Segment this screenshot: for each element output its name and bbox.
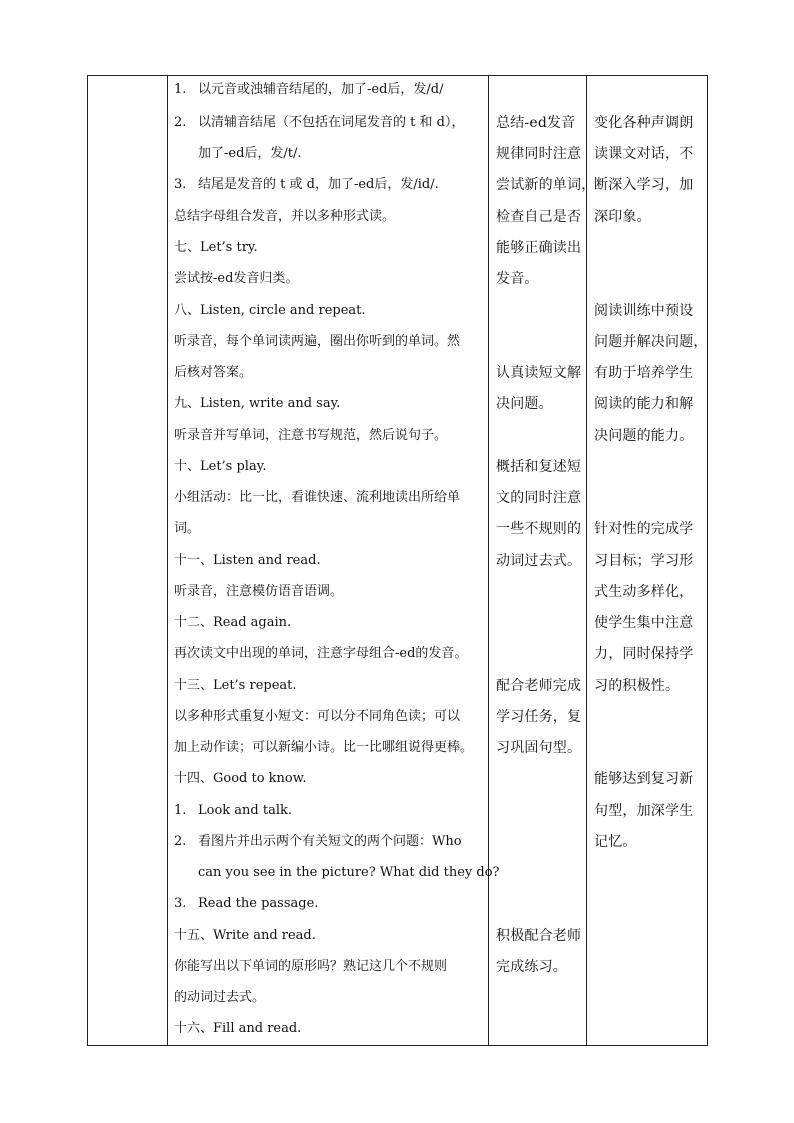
section-heading: 十一、Listen and read. — [174, 553, 321, 568]
procedure-line: 的动词过去式。 — [174, 990, 266, 1005]
section-heading: 十六、Fill and read. — [174, 1021, 302, 1036]
procedure-line: 以多种形式重复小短文：可以分不同角色读；可以 — [174, 709, 461, 724]
section-heading: 十三、Let’s repeat. — [174, 678, 297, 693]
procedure-line: 加上动作读；可以新编小诗。比一比哪组说得更棒。 — [174, 740, 474, 755]
procedure-column — [168, 76, 500, 1046]
student-activity-line: 完成练习。 — [496, 959, 567, 975]
section-heading: 八、Listen, circle and repeat. — [174, 303, 366, 318]
design-intent-line: 深印象。 — [594, 209, 651, 225]
section-heading: 十五、Write and read. — [174, 928, 316, 943]
student-activity-line: 学习任务，复 — [496, 709, 582, 725]
procedure-line: 词。 — [174, 521, 201, 536]
student-activity-line: 动词过去式。 — [496, 553, 582, 569]
design-intent-line: 有助于培养学生 — [594, 365, 694, 381]
design-intent-line: 习的积极性。 — [594, 678, 680, 694]
procedure-line: 3. 结尾是发音的 t 或 d，加了-ed后，发/id/. — [174, 177, 439, 192]
student-activity-line: 习巩固句型。 — [496, 740, 582, 756]
design-intent-line: 决问题的能力。 — [594, 428, 694, 444]
blank-label-column — [88, 76, 168, 1046]
design-intent-line: 句型，加深学生 — [594, 803, 694, 819]
procedure-line: 3. Read the passage. — [174, 896, 319, 911]
procedure-line: 1. Look and talk. — [174, 803, 293, 818]
student-activity-line: 检查自己是否 — [496, 209, 582, 225]
lesson-plan-table — [87, 75, 708, 1046]
procedure-line: 尝试按-ed发音归类。 — [174, 271, 299, 286]
procedure-line: 听录音，注意模仿语音语调。 — [174, 584, 344, 599]
procedure-line: 2. 以清辅音结尾（不包括在词尾发音的 t 和 d）， — [174, 115, 465, 130]
student-activity-line: 尝试新的单词， — [496, 177, 596, 193]
design-intent-line: 能够达到复习新 — [594, 771, 694, 787]
student-activity-line: 发音。 — [496, 271, 539, 287]
student-activity-line: 配合老师完成 — [496, 678, 582, 694]
design-intent-line: 式生动多样化， — [594, 584, 694, 600]
design-intent-line: 阅读的能力和解 — [594, 396, 694, 412]
section-heading: 十四、Good to know. — [174, 771, 307, 786]
student-activity-line: 一些不规则的 — [496, 521, 582, 537]
design-intent-line: 力，同时保持学 — [594, 646, 694, 662]
procedure-line: 你能写出以下单词的原形吗？熟记这几个不规则 — [174, 959, 448, 974]
procedure-line: 加了-ed后，发/t/. — [198, 146, 302, 161]
student-activity-line: 决问题。 — [496, 396, 553, 412]
section-heading: 七、Let’s try. — [174, 240, 258, 255]
design-intent-column — [587, 76, 708, 1046]
procedure-line: 总结字母组合发音，并以多种形式读。 — [174, 209, 396, 224]
design-intent-line: 记忆。 — [594, 834, 637, 850]
procedure-line: 后核对答案。 — [174, 365, 253, 380]
design-intent-line: 习目标；学习形 — [594, 553, 694, 569]
student-activity-line: 概括和复述短 — [496, 459, 582, 475]
student-activity-line: 积极配合老师 — [496, 928, 582, 944]
student-activity-line: 总结-ed发音 — [496, 115, 576, 131]
design-intent-line: 读课文对话，不 — [594, 146, 694, 162]
design-intent-line: 变化各种声调朗 — [594, 115, 694, 131]
student-activity-column — [489, 76, 596, 1046]
section-heading: 十二、Read again. — [174, 615, 292, 630]
procedure-line: 听录音，每个单词读两遍，圈出你听到的单词。然 — [174, 334, 461, 349]
procedure-line: 1. 以元音或浊辅音结尾的，加了-ed后，发/d/ — [174, 82, 444, 97]
procedure-line: 听录音并写单词，注意书写规范，然后说句子。 — [174, 428, 448, 443]
table-row — [88, 76, 708, 1046]
section-heading: 十、Let’s play. — [174, 459, 267, 474]
section-heading: 九、Listen, write and say. — [174, 396, 341, 411]
design-intent-line: 断深入学习，加 — [594, 177, 694, 193]
procedure-line: 再次读文中出现的单词，注意字母组合-ed的发音。 — [174, 646, 468, 661]
procedure-line: 2. 看图片并出示两个有关短文的两个问题：Who — [174, 834, 462, 849]
procedure-line: 小组活动：比一比，看谁快速、流利地读出所给单 — [174, 490, 461, 505]
design-intent-line: 使学生集中注意 — [594, 615, 694, 631]
student-activity-line: 认真读短文解 — [496, 365, 582, 381]
design-intent-line: 针对性的完成学 — [594, 521, 694, 537]
design-intent-line: 问题并解决问题， — [594, 334, 708, 350]
student-activity-line: 文的同时注意 — [496, 490, 582, 506]
student-activity-line: 能够正确读出 — [496, 240, 582, 256]
student-activity-line: 规律同时注意 — [496, 146, 582, 162]
design-intent-line: 阅读训练中预设 — [594, 303, 694, 319]
procedure-line: can you see in the picture? What did they do? — [198, 865, 500, 880]
